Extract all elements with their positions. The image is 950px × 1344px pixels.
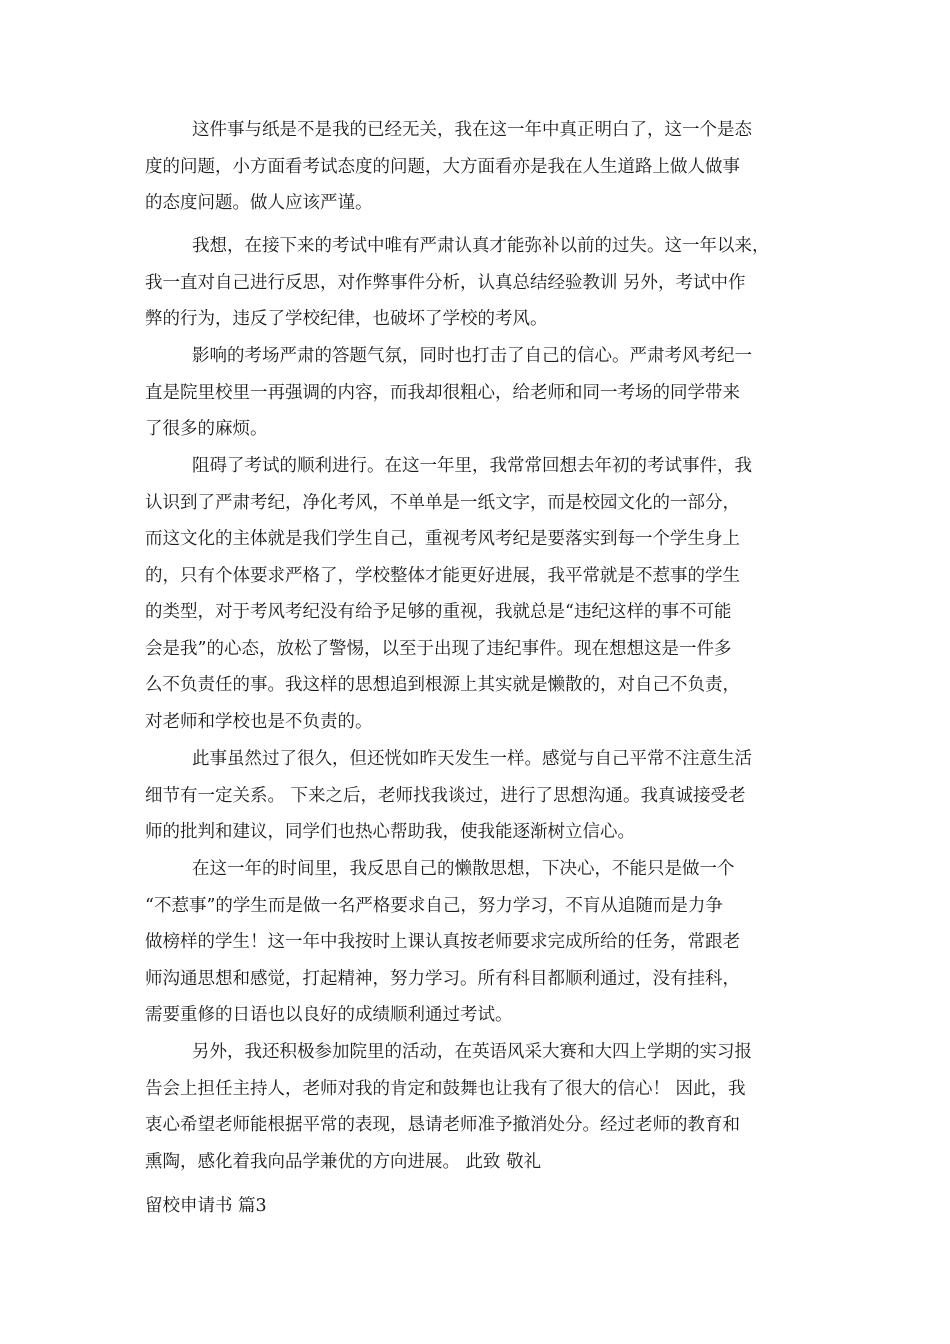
text-line: 师沟通思想和感觉，打起精神，努力学习。所有科目都顺利通过，没有挂科，: [145, 968, 740, 989]
text-line: 需要重修的日语也以良好的成绩顺利通过考试。: [145, 1005, 513, 1025]
text-line: 此事虽然过了很久，但还恍如昨天发生一样。感觉与自己平常不注意生活: [192, 749, 752, 769]
text-line: 做榜样的学生！这一年中我按时上课认真按老师要求完成所给的任务，常跟老: [145, 932, 740, 952]
text-line: 了很多的麻烦。: [145, 419, 268, 439]
paragraph-7: [145, 1034, 825, 1180]
text-line: 影响的考场严肃的答题气氛，同时也打击了自己的信心。严肃考风考纪一: [192, 346, 752, 366]
section-heading: 留校申请书 篇3: [145, 1196, 267, 1216]
paragraph-2: [145, 228, 825, 338]
text-line: 么不负责任的事。我这样的思想追到根源上其实就是懒散的，对自己不负责，: [145, 675, 740, 695]
text-line: 告会上担任主持人，老师对我的肯定和鼓舞也让我有了很大的信心！ 因此，我: [145, 1078, 746, 1099]
paragraph-5: [145, 741, 825, 851]
text-line: 我想，在接下来的考试中唯有严肃认真才能弥补以前的过失。这一年以来，: [192, 236, 770, 256]
text-line: 认识到了严肃考纪，净化考风，不单单是一纸文字，而是校园文化的一部分，: [145, 492, 740, 513]
text-line: 熏陶，感化着我向品学兼优的方向进展。 此致 敬礼: [145, 1151, 542, 1172]
text-line: 度的问题，小方面看考试态度的问题，大方面看亦是我在人生道路上做人做事: [145, 156, 740, 177]
paragraph-3: [145, 338, 825, 448]
text-line: 会是我”的心态，放松了警惕，以至于出现了违纪事件。现在想想这是一件多: [145, 638, 732, 659]
text-line: “不惹事”的学生而是做一名严格要求自己，努力学习，不肓从追随而是力争: [145, 895, 723, 916]
text-line: 师的批判和建议，同学们也热心帮助我，使我能逐渐树立信心。: [145, 822, 635, 842]
text-line: 在这一年的时间里，我反思自己的懒散思想，下决心，不能只是做一个: [192, 859, 735, 879]
paragraph-1: [145, 112, 825, 222]
text-line: 细节有一定关系。 下来之后，老师找我谈过，进行了思想沟通。我真诚接受老: [145, 785, 746, 806]
paragraph-4: [145, 448, 825, 740]
text-line: 而这文化的主体就是我们学生自己，重视考风考纪是要落实到每一个学生身上: [145, 529, 740, 549]
text-line: 直是院里校里一再强调的内容，而我却很粗心，给老师和同一考场的同学带来: [145, 382, 740, 403]
text-line: 衷心希望老师能根据平常的表现，恳请老师准予撤消处分。经过老师的教育和: [145, 1115, 740, 1135]
text-line: 弊的行为，违反了学校纪律，也破坏了学校的考风。: [145, 309, 548, 329]
text-line: 另外，我还积极参加院里的活动，在英语风采大赛和大四上学期的实习报: [192, 1042, 752, 1062]
text-line: 的态度问题。做人应该严谨。: [145, 193, 373, 213]
text-line: 对老师和学校也是不负责的。: [145, 711, 373, 732]
text-line: 阻碍了考试的顺利进行。在这一年里，我常常回想去年初的考试事件，我: [192, 456, 752, 476]
text-line: 这件事与纸是不是我的已经无关，我在这一年中真正明白了，这一个是态: [192, 120, 752, 140]
text-line: 的类型，对于考风考纪没有给予足够的重视，我就总是“违纪这样的事不可能: [145, 602, 732, 622]
text-line: 的，只有个体要求严格了，学校整体才能更好进展，我平常就是不惹事的学生: [145, 565, 740, 586]
paragraph-6: [145, 851, 825, 1034]
text-line: 我一直对自己进行反思，对作弊事件分析，认真总结经验教训 另外，考试中作: [145, 272, 746, 293]
